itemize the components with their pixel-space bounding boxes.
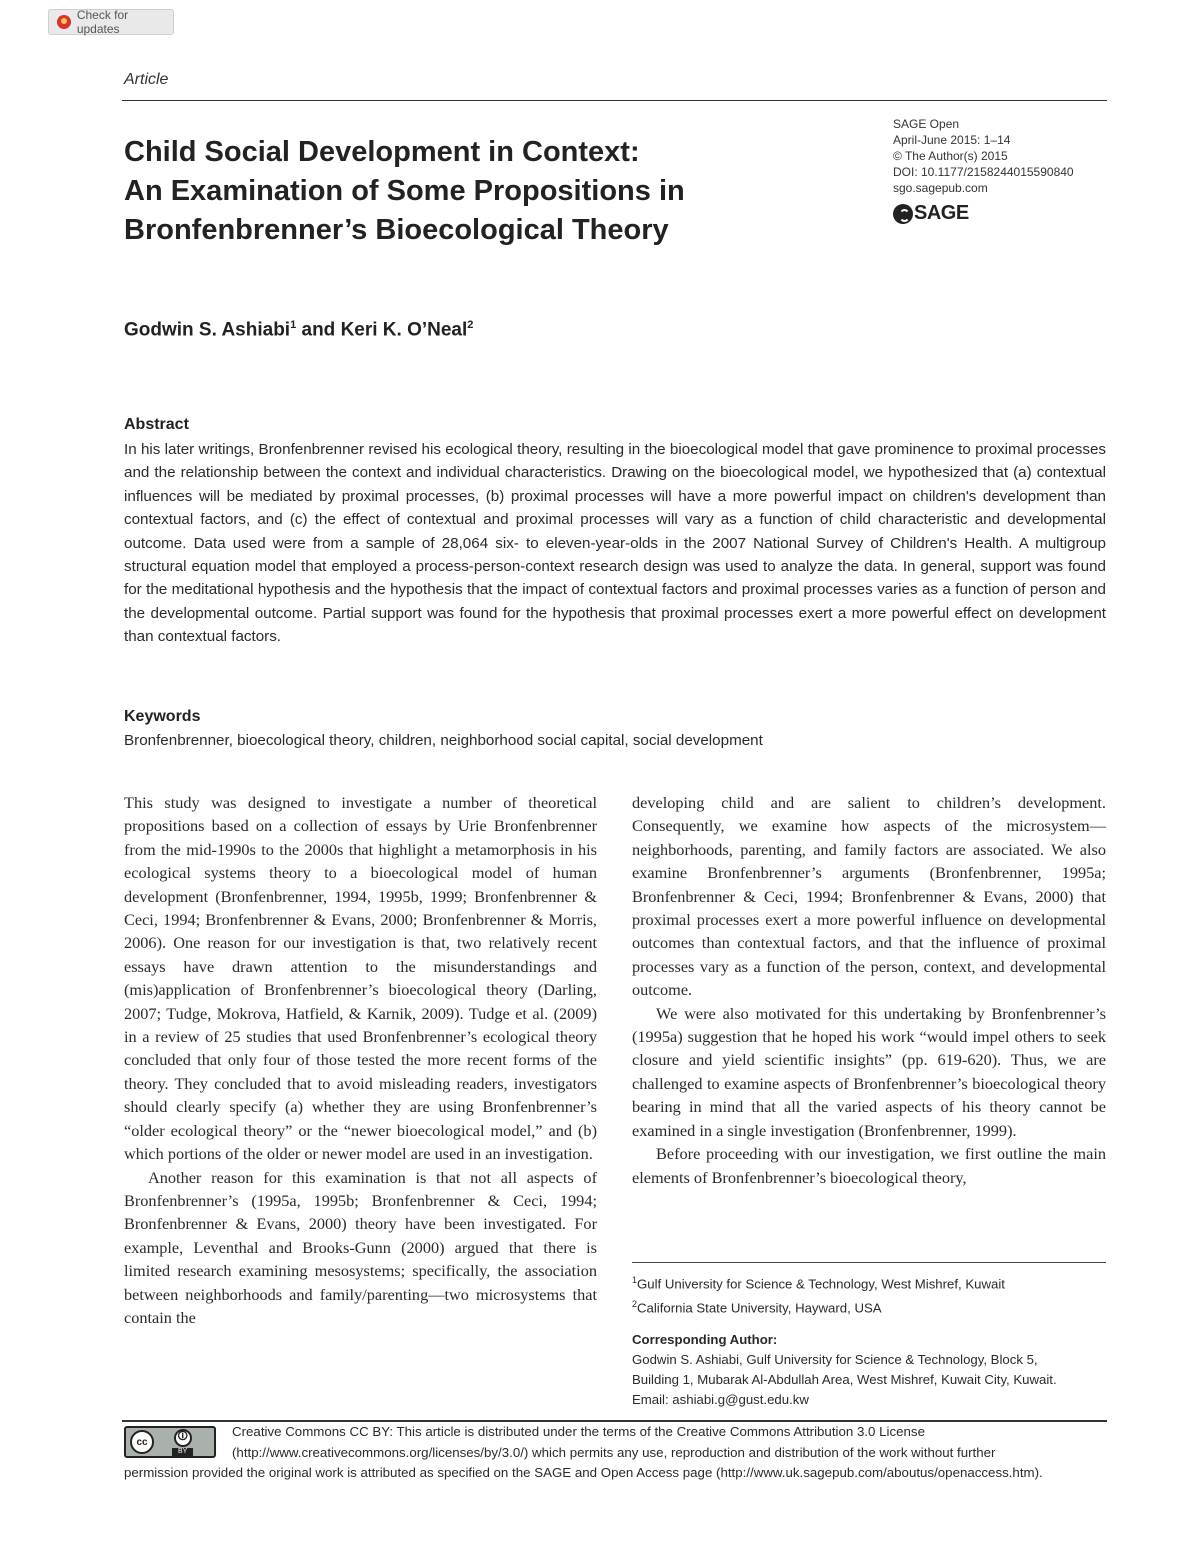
affiliation-marker: 2	[467, 319, 474, 331]
by-badge-part	[172, 1429, 193, 1456]
sage-logo-icon	[893, 204, 913, 224]
affiliation-marker: 2	[632, 1299, 638, 1310]
abstract-heading: Abstract	[124, 416, 189, 433]
license-line: (http://www.creativecommons.org/licenses/by/3.0/) which permits any use, reproduction and distribution of the work without further	[232, 1444, 996, 1460]
body-paragraph: We were also motivated for this undertaking by Bronfenbrenner’s (1995a) suggestion that he hoped his work “would impel others to seek closure and yield scientific insights” (pp. 619-620). Thus, we are challenged to examine aspects of Bronfenbrenner’s bioecological theory bearing in mind that all the varied aspects of his theory cannot be examined in a single investigation (Bronfenbrenner, 1999).	[632, 1003, 1106, 1140]
keywords-heading: Keywords	[124, 708, 201, 725]
author-name: Keri K. O’Neal	[340, 319, 468, 341]
update-icon	[57, 15, 71, 29]
affiliation-marker: 1	[290, 319, 297, 331]
article-title	[124, 133, 844, 250]
journal-url[interactable]: sgo.sagepub.com	[893, 181, 988, 195]
license-line: permission provided the original work is attributed as specified on the SAGE and Open Access page (http://www.uk.sagepub.com/aboutus/openaccess.htm).	[124, 1465, 1043, 1480]
body-paragraph: This study was designed to investigate a number of theoretical propositions based on a collection of essays by Urie Bronfenbrenner from the mid-1990s to the 2000s that highlight a metamorphosis in his ecological systems theory to a bioecological model of human development (Bronfenbrenner, 1994, 1995b, 1999; Bronfenbrenner & Ceci, 1994; Bronfenbrenner & Evans, 2000; Bronfenbrenner & Morris, 2006). One reason for our investigation is that, two relatively recent essays have drawn attention to the misunderstandings and (mis)application of Bronfenbrenner’s bioecological theory (Darling, 2007; Tudge, Mokrova, Hatfield, & Karnik, 2009). Tudge et al. (2009) in a review of 25 studies that used Bronfenbrenner’s ecological theory concluded that only four of those tested the more recent forms of the theory. They concluded that to avoid misleading readers, investigators should clearly specify (a) whether they are using Bronfenbrenner’s “older ecological theory” or the “newer bioecological model,” and (b) which portions of the older or newer model are used in an investigation.	[124, 793, 597, 1164]
check-for-updates-label: Check for updates	[76, 8, 129, 36]
header-divider	[122, 100, 1107, 101]
journal-doi[interactable]: DOI: 10.1177/2158244015590840	[893, 165, 1074, 179]
by-label: BY	[172, 1448, 193, 1456]
journal-issue: April-June 2015: 1–14	[893, 133, 1011, 147]
footnote-divider	[632, 1262, 1106, 1263]
sage-logo-text: SAGE	[914, 202, 969, 224]
corresponding-author-line: Godwin S. Ashiabi, Gulf University for Science & Technology, Block 5,	[632, 1351, 1038, 1367]
footnotes	[632, 1270, 1106, 1410]
affiliation-1: $^1$Gulf University for Science & Technology, West Mishref, Kuwait	[632, 1275, 1005, 1292]
author-name: Godwin S. Ashiabi	[124, 319, 291, 341]
body-column-right	[632, 791, 1106, 1189]
abstract-text: In his later writings, Bronfenbrenner revised his ecological theory, resulting in the bioecological model that gave prominence to proximal processes and the relationship between the context and individual characteristics. Drawing on the bioecological model, we hypothesized that (a) contextual influences will be mediated by proximal processes, (b) proximal processes will have a more powerful impact on children's development than contextual factors, and (c) the effect of contextual and proximal processes will vary as a function of child characteristic and developmental outcome. Data used were from a sample of 28,064 six- to eleven-year-olds in the 2007 National Survey of Children's Health. A multigroup structural equation model that employed a process-person-context research design was used to analyze the data. In general, support was found for the meditational hypothesis and the hypothesis that the impact of contextual factors and proximal processes varies as a function of person and the developmental outcome. Partial support was found for the hypothesis that proximal processes exert a more powerful effect on development than contextual factors.	[124, 441, 1106, 646]
corresponding-author-email[interactable]: Email: ashiabi.g@gust.edu.kw	[632, 1391, 809, 1407]
affiliation-marker: 1	[632, 1275, 638, 1285]
body-paragraph: developing child and are salient to children’s development. Consequently, we examine how aspects of the microsystem—neighborhoods, parenting, and family factors are associated. We also examine Bronfenbrenner’s arguments (Bronfenbrenner, 1995a; Bronfenbrenner & Ceci, 1994; Bronfenbrenner & Evans, 2000) that proximal processes exert a more powerful influence on developmental outcomes than contextual factors, and that the influence of proximal processes vary as a function of the person, context, and developmental outcome.	[632, 793, 1106, 1000]
corresponding-author-heading: Corresponding Author:	[632, 1331, 778, 1347]
cc-by-badge[interactable]	[124, 1426, 216, 1458]
sage-logo	[893, 202, 969, 225]
license-text	[124, 1422, 1106, 1484]
article-type-label: Article	[124, 71, 169, 88]
title-line: Child Social Development in Context:	[124, 136, 640, 168]
body-column-left	[124, 791, 597, 1329]
body-paragraph: Before proceeding with our investigation, we first outline the main elements of Bronfenbrenner’s bioecological theory,	[632, 1144, 1106, 1187]
author-line	[124, 319, 473, 341]
body-paragraph: Another reason for this examination is that not all aspects of Bronfenbrenner’s (1995a, 1995b; Bronfenbrenner & Ceci, 1994; Bronfenbrenner & Evans, 2000) theory have been investigated. For example, Leventhal and Brooks-Gunn (2000) argued that there is limited research examining mesosystems; specifically, the association between neighborhoods and family/parenting—two microsystems that contain the	[124, 1167, 597, 1327]
author-joiner: and	[296, 319, 341, 341]
title-line: An Examination of Some Propositions in	[124, 175, 685, 207]
by-icon: 🛈	[174, 1429, 192, 1447]
corresponding-author-line: Building 1, Mubarak Al-Abdullah Area, West Mishref, Kuwait City, Kuwait.	[632, 1371, 1057, 1387]
journal-copyright: © The Author(s) 2015	[893, 149, 1008, 163]
affiliation-2: $^2$California State University, Hayward, USA	[632, 1299, 882, 1316]
keywords-text: Bronfenbrenner, bioecological theory, children, neighborhood social capital, social development	[124, 732, 763, 749]
cc-icon: cc	[130, 1430, 154, 1454]
journal-name: SAGE Open	[893, 117, 960, 131]
check-for-updates-button[interactable]	[48, 9, 174, 35]
license-line: Creative Commons CC BY: This article is distributed under the terms of the Creative Commons Attribution 3.0 License	[232, 1424, 925, 1439]
journal-info	[893, 116, 1074, 196]
title-line: Bronfenbrenner’s Bioecological Theory	[124, 214, 669, 246]
